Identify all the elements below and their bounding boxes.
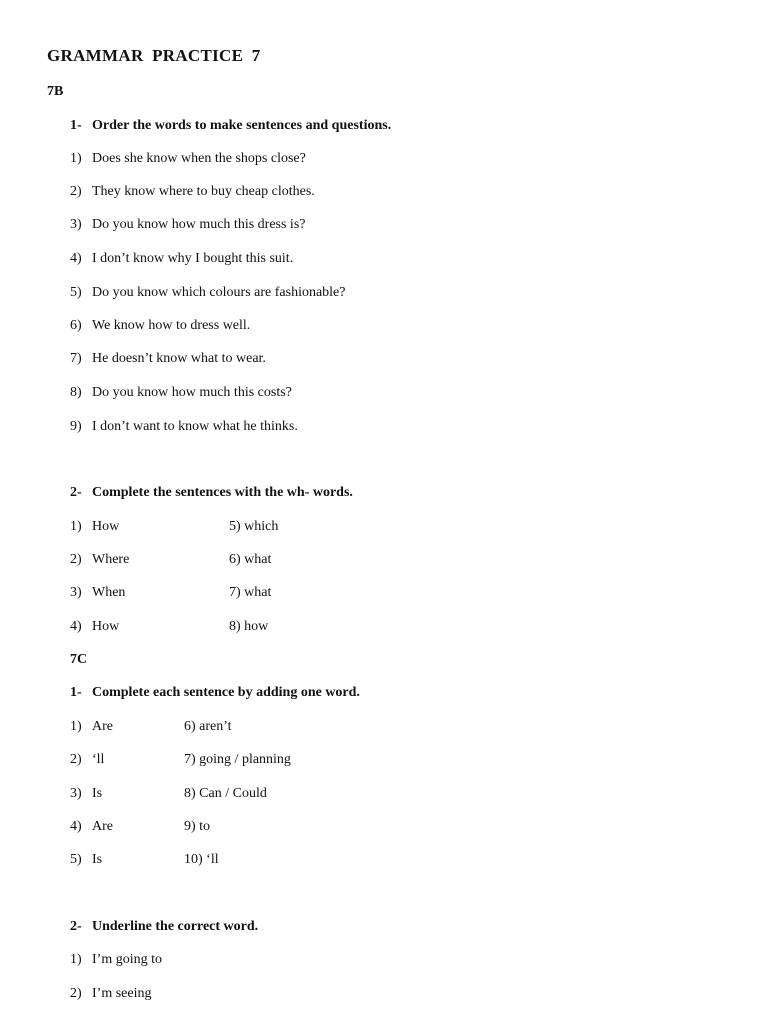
- item-answer-right: 5) which: [229, 519, 279, 534]
- item-answer-right: 10) ‘ll: [184, 852, 219, 867]
- item-text: Is: [92, 786, 103, 801]
- item-text: They know where to buy cheap clothes.: [92, 184, 315, 199]
- exercise-number: 2-: [70, 485, 82, 500]
- item-number: 9): [70, 419, 82, 434]
- item-number: 5): [70, 852, 82, 867]
- item-text: Does she know when the shops close?: [92, 151, 306, 166]
- item-number: 4): [70, 619, 82, 634]
- item-number: 1): [70, 719, 82, 734]
- item-number: 1): [70, 519, 82, 534]
- item-text: I’m seeing: [92, 986, 152, 1001]
- item-text: He doesn’t know what to wear.: [92, 351, 266, 366]
- exercise-instruction: Order the words to make sentences and questions.: [92, 118, 392, 133]
- item-number: 3): [70, 585, 82, 600]
- exercise-instruction: Complete each sentence by adding one word.: [92, 685, 360, 700]
- item-number: 2): [70, 552, 82, 567]
- item-text: How: [92, 619, 120, 634]
- item-text: I’m going to: [92, 952, 162, 967]
- item-number: 3): [70, 217, 82, 232]
- item-number: 2): [70, 752, 82, 767]
- item-text: When: [92, 585, 126, 600]
- item-text: ‘ll: [92, 752, 105, 767]
- item-answer-right: 8) Can / Could: [184, 786, 267, 801]
- exercise-number: 1-: [70, 118, 82, 133]
- item-text: Are: [92, 719, 113, 734]
- item-text: Is: [92, 852, 103, 867]
- exercise-number: 1-: [70, 685, 82, 700]
- item-text: We know how to dress well.: [92, 318, 251, 333]
- section-label-7b: 7B: [47, 84, 64, 99]
- exercise-instruction: Complete the sentences with the wh- words.: [92, 485, 353, 500]
- item-answer-right: 6) what: [229, 552, 272, 567]
- item-answer-right: 6) aren’t: [184, 719, 232, 734]
- item-answer-right: 7) going / planning: [184, 752, 291, 767]
- item-answer-right: 8) how: [229, 619, 269, 634]
- item-number: 6): [70, 318, 82, 333]
- item-answer-right: 7) what: [229, 585, 272, 600]
- item-number: 2): [70, 986, 82, 1001]
- item-number: 5): [70, 285, 82, 300]
- item-number: 8): [70, 385, 82, 400]
- item-text: How: [92, 519, 120, 534]
- item-number: 3): [70, 786, 82, 801]
- page-title: GRAMMAR PRACTICE 7: [47, 46, 261, 65]
- item-text: Where: [92, 552, 130, 567]
- exercise-instruction: Underline the correct word.: [92, 919, 259, 934]
- item-number: 4): [70, 819, 82, 834]
- section-label-7c: 7C: [70, 652, 88, 667]
- item-number: 1): [70, 151, 82, 166]
- item-text: Do you know how much this dress is?: [92, 217, 306, 232]
- item-number: 4): [70, 251, 82, 266]
- item-number: 2): [70, 184, 82, 199]
- exercise-number: 2-: [70, 919, 82, 934]
- item-number: 1): [70, 952, 82, 967]
- item-text: I don’t want to know what he thinks.: [92, 419, 298, 434]
- item-text: Are: [92, 819, 113, 834]
- item-number: 7): [70, 351, 82, 366]
- item-text: Do you know how much this costs?: [92, 385, 292, 400]
- item-text: Do you know which colours are fashionable?: [92, 285, 346, 300]
- item-text: I don’t know why I bought this suit.: [92, 251, 294, 266]
- item-answer-right: 9) to: [184, 819, 211, 834]
